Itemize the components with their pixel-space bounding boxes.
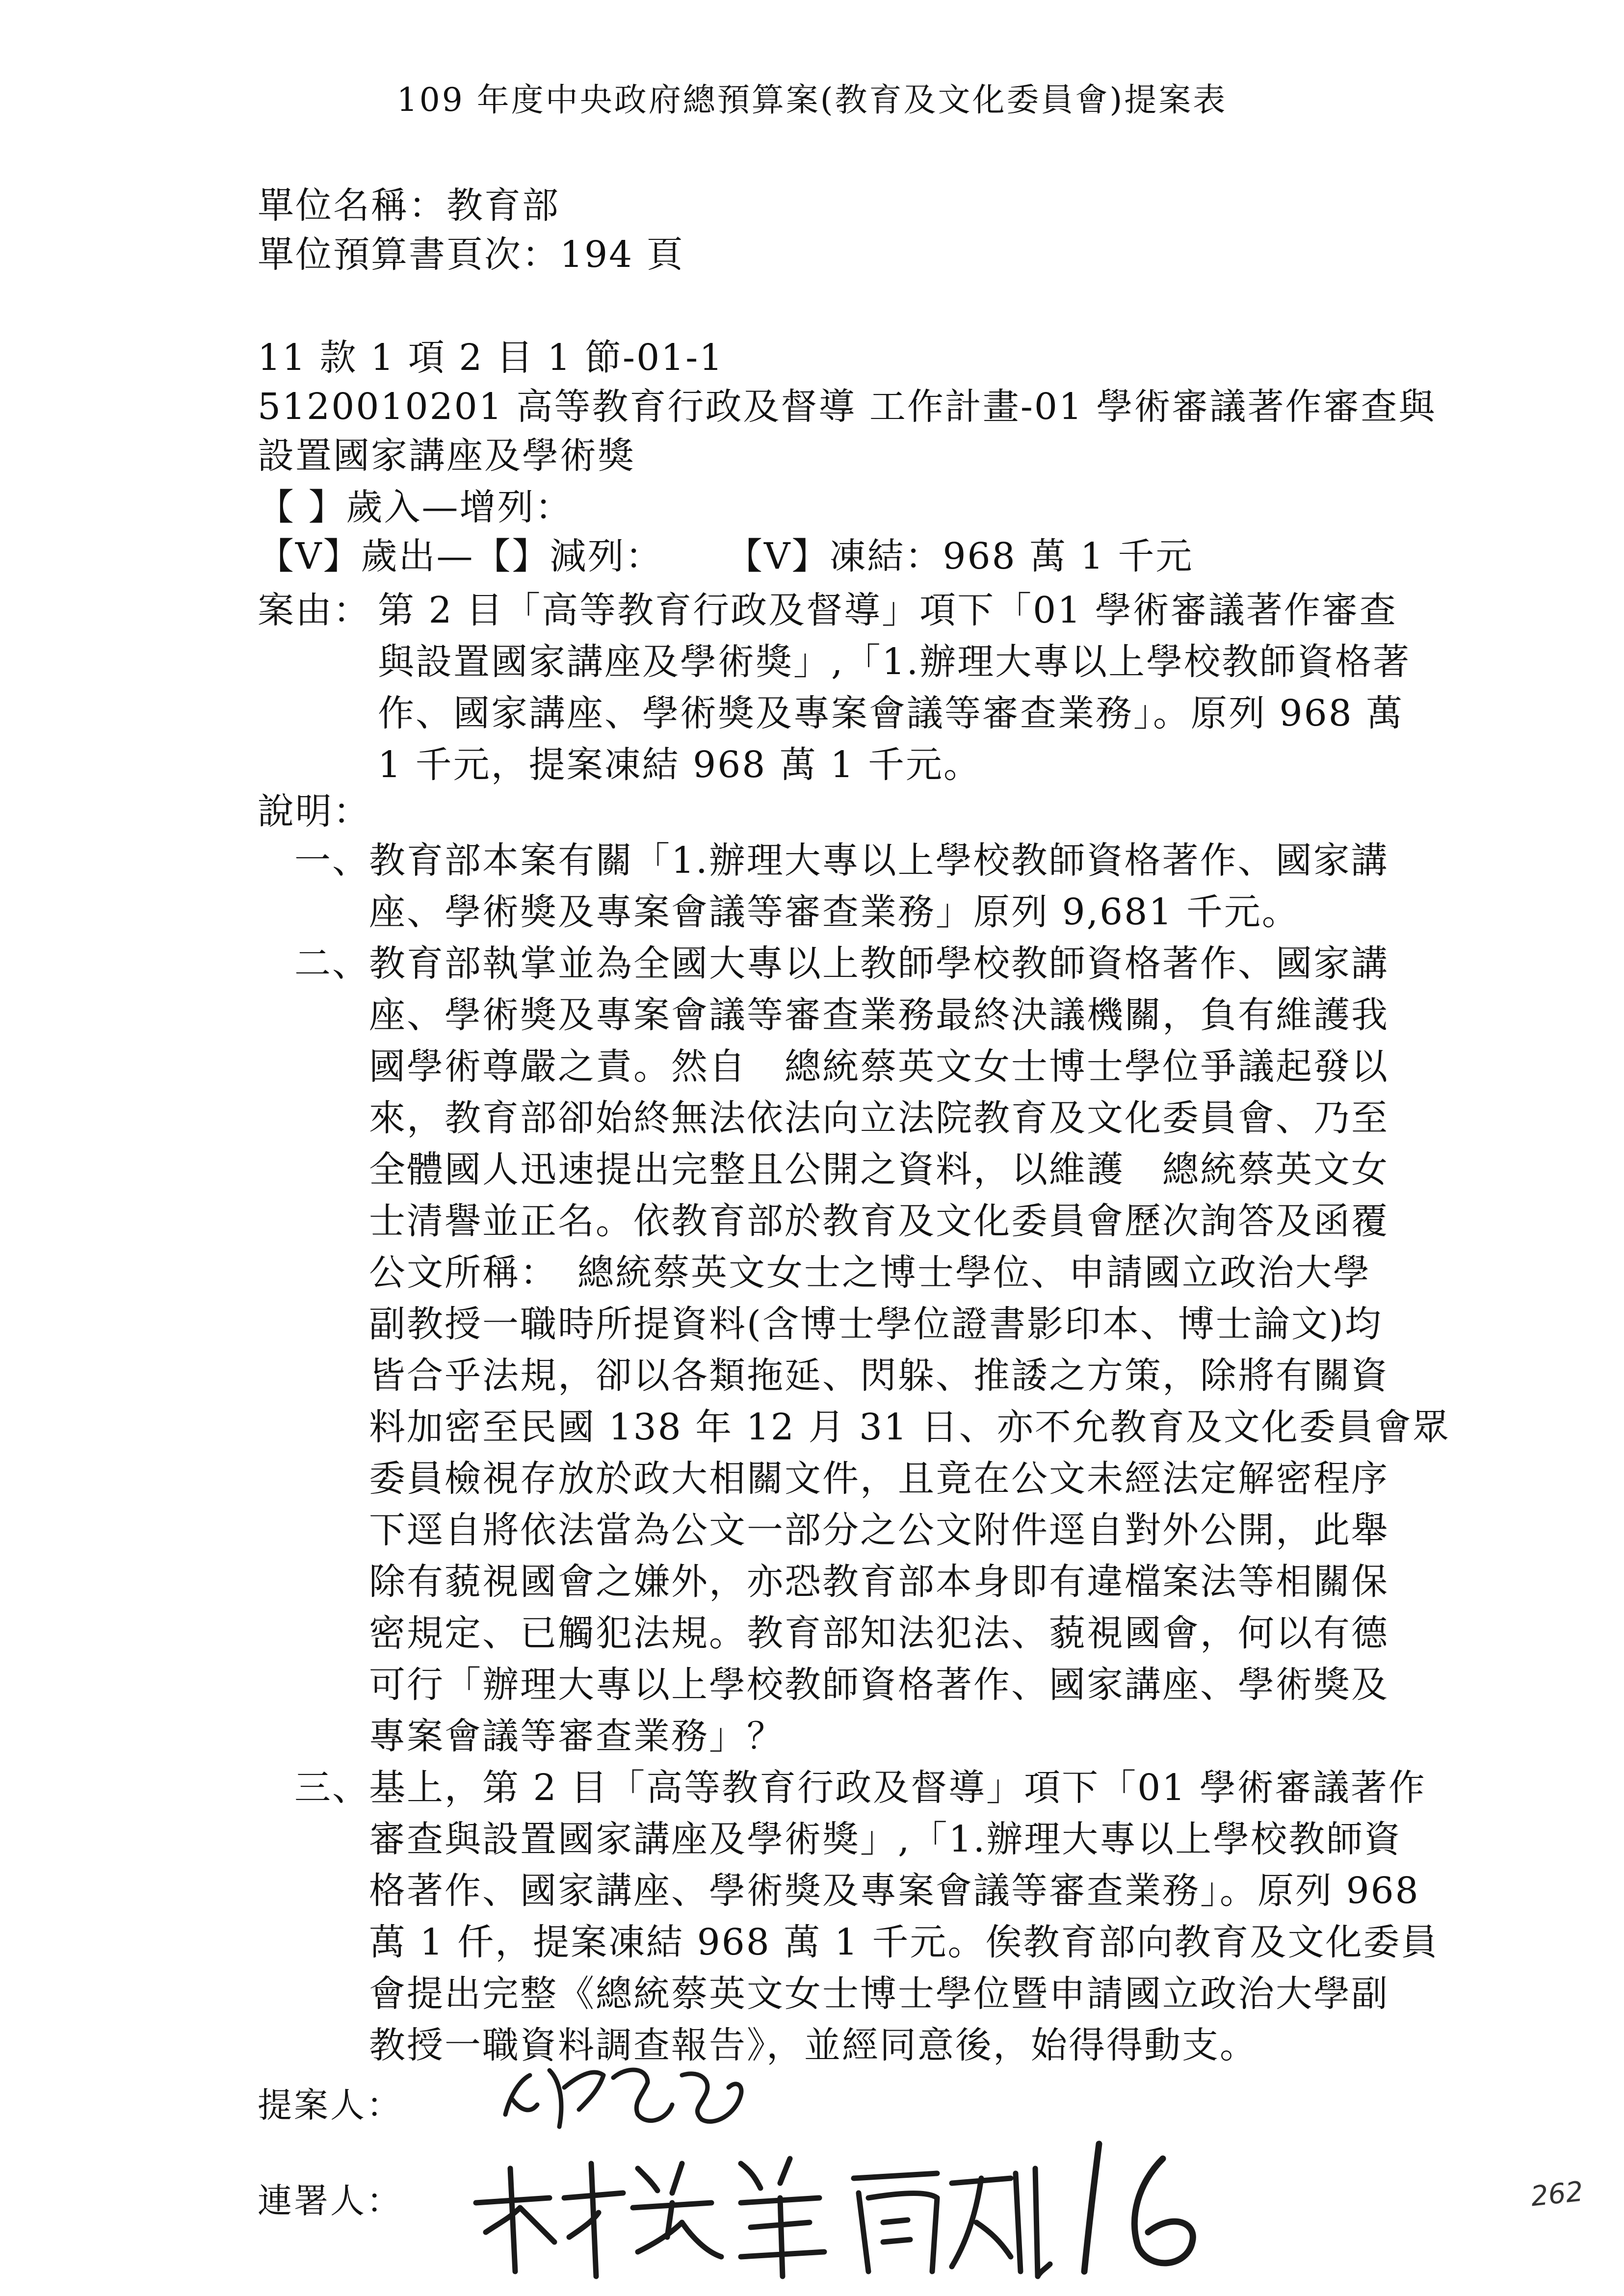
budget-code: 11 款 1 項 2 目 1 節-01-1: [258, 337, 724, 379]
item-line: 來，教育部卻始終無法依法向立法院教育及文化委員會、乃至: [369, 1097, 1389, 1139]
item-marker: 三、: [294, 1767, 370, 1809]
unit-budget-page: 單位預算書頁次：194 頁: [258, 234, 684, 276]
program-line-2: 設置國家講座及學術獎: [258, 435, 635, 477]
reason-line: 與設置國家講座及學術獎」,「1.辦理大專以上學校教師資格著: [378, 641, 1411, 683]
item-line: 萬 1 仟，提案凍結 968 萬 1 千元。俟教育部向教育及文化委員: [369, 1921, 1439, 1963]
expense-freeze: 【V】凍結：968 萬 1 千元: [726, 535, 1194, 577]
cosigner-label: 連署人：: [258, 2181, 403, 2221]
proposer-label: 提案人：: [258, 2085, 403, 2125]
item-line: 專案會議等審查業務」？: [369, 1715, 785, 1757]
item-line: 下逕自將依法當為公文一部分之公文附件逕自對外公開，此舉: [369, 1509, 1389, 1551]
item-line: 國學術尊嚴之責。然自 總統蔡英文女士博士學位爭議起發以: [369, 1045, 1389, 1088]
page-mark: [1529, 2175, 1609, 2222]
reason-label: 案由：: [258, 589, 371, 631]
item-line: 會提出完整《總統蔡英文女士博士學位暨申請國立政治大學副: [369, 1973, 1389, 2015]
item-line: 格著作、國家講座、學術獎及專案會議等審查業務」。原列 968: [369, 1870, 1420, 1912]
item-line: 委員檢視存放於政大相關文件，且竟在公文未經法定解密程序: [369, 1458, 1389, 1500]
unit-name: 單位名稱：教育部: [258, 184, 560, 227]
document-title: 109 年度中央政府總預算案(教育及文化委員會)提案表: [396, 81, 1228, 119]
item-line: 士清譽並正名。依教育部於教育及文化委員會歷次詢答及函覆: [369, 1200, 1389, 1242]
item-line: 基上，第 2 目「高等教育行政及督導」項下「01 學術審議著作: [369, 1767, 1426, 1809]
item-marker: 一、: [294, 839, 370, 882]
reason-line: 作、國家講座、學術獎及專案會議等審查業務」。原列 968 萬: [378, 692, 1404, 734]
item-line: 皆合乎法規，卻以各類拖延、閃躲、推諉之方策，除將有關資: [369, 1355, 1389, 1397]
item-line: 審查與設置國家講座及學術獎」,「1.辦理大專以上學校教師資: [369, 1818, 1402, 1860]
reason-line: 1 千元，提案凍結 968 萬 1 千元。: [378, 744, 982, 786]
item-line: 除有藐視國會之嫌外，亦恐教育部本身即有違檔案法等相關保: [369, 1561, 1389, 1603]
item-line: 全體國人迅速提出完整且公開之資料，以維護 總統蔡英文女: [369, 1148, 1389, 1191]
item-line: 公文所稱： 總統蔡英文女士之博士學位、申請國立政治大學: [369, 1252, 1371, 1294]
item-line: 教育部執掌並為全國大專以上教師學校教師資格著作、國家講: [369, 942, 1389, 985]
item-line: 密規定、已觸犯法規。教育部知法犯法、藐視國會，何以有德: [369, 1612, 1389, 1654]
item-line: 教授一職資料調查報告》，並經同意後，始得得動支。: [369, 2024, 1257, 2066]
item-line: 教育部本案有關「1.辦理大專以上學校教師資格著作、國家講: [369, 839, 1389, 882]
item-line: 可行「辦理大專以上學校教師資格著作、國家講座、學術獎及: [369, 1664, 1389, 1706]
cosigner-signatures: [466, 2124, 1251, 2281]
item-line: 副教授一職時所提資料(含博士學位證書影印本、博士論文)均: [369, 1303, 1383, 1345]
reason-line: 第 2 目「高等教育行政及督導」項下「01 學術審議著作審查: [378, 589, 1397, 631]
item-line: 料加密至民國 138 年 12 月 31 日、亦不允教育及文化委員會眾: [369, 1406, 1450, 1448]
program-line-1: 5120010201 高等教育行政及督導 工作計畫-01 學術審議著作審查與: [258, 386, 1437, 428]
item-line: 座、學術獎及專案會議等審查業務」原列 9,681 千元。: [369, 891, 1300, 933]
item-line: 座、學術獎及專案會議等審查業務最終決議機關，負有維護我: [369, 994, 1389, 1036]
explanation-label: 說明：: [258, 790, 371, 833]
expense-reduce: 【V】歲出—【】減列：: [258, 535, 663, 577]
page-mark-text: 262: [1529, 2175, 1585, 2213]
revenue-line: 【 】歲入—增列：: [258, 486, 573, 528]
item-marker: 二、: [294, 942, 370, 985]
